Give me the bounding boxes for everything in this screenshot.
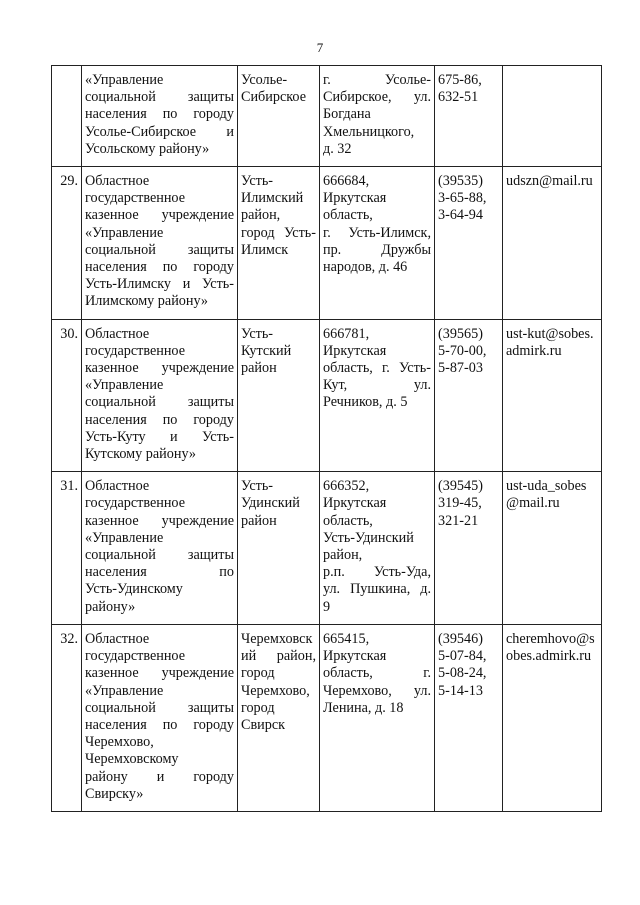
territory-line: Сибирское — [241, 89, 306, 106]
organization-name — [82, 66, 238, 167]
table-row — [52, 472, 602, 625]
postal-address-line: 666684, — [323, 173, 370, 190]
phone-numbers-line: (39545) — [438, 478, 483, 495]
organization-name-line: социальной защиты — [85, 89, 234, 106]
email-address[interactable]: ust-kut@sobes.admirk.ru — [503, 319, 602, 472]
phone-numbers-line: 319-45, — [438, 495, 482, 512]
phone-numbers-line: (39535) — [438, 173, 483, 190]
organization-name-line: казенное учреждение — [85, 207, 234, 224]
territory-line: Усолье- — [241, 72, 288, 88]
organization-name-line: социальной защиты — [85, 394, 234, 411]
territory-line: Черемхово, — [241, 682, 310, 699]
organization-name-line: Усть-Илимску и Усть- — [85, 276, 234, 293]
organization-name-line: государственное — [85, 495, 185, 512]
row-number: 32. — [52, 624, 82, 811]
postal-address-line: Речников, д. 5 — [323, 394, 408, 411]
postal-address — [320, 624, 435, 811]
territory — [238, 624, 320, 811]
phone-numbers-line: 675-86, — [438, 72, 482, 88]
phone-numbers-line: 321-21 — [438, 512, 479, 529]
organization-name-line: социальной защиты — [85, 547, 234, 564]
postal-address-line: р.п. Усть-Уда, — [323, 564, 431, 581]
organization-name-line: населения по городу — [85, 106, 234, 123]
postal-address — [320, 167, 435, 320]
organization-name-line: населения по — [85, 564, 234, 581]
organization-name-line: району» — [85, 598, 136, 615]
table-row — [52, 66, 602, 167]
territory-line: Свирск — [241, 716, 286, 733]
organization-name — [82, 472, 238, 625]
territory — [238, 319, 320, 472]
postal-address-line: Иркутская — [323, 648, 387, 665]
territory-line: Усть- — [241, 173, 274, 190]
organization-name-line: Областное — [85, 630, 150, 647]
agencies-table — [51, 65, 602, 812]
phone-numbers-line: 632-51 — [438, 89, 479, 106]
email-address[interactable]: cheremhovo@sobes.admirk.ru — [503, 624, 602, 811]
table-row — [52, 624, 602, 811]
organization-name — [82, 624, 238, 811]
postal-address-line: Усть-Удинский — [323, 529, 414, 546]
phone-numbers — [435, 167, 503, 320]
postal-address-line: д. 32 — [323, 140, 352, 157]
postal-address-line: Хмельницкого, — [323, 123, 415, 140]
postal-address-line: Богдана — [323, 106, 371, 123]
table-body — [52, 66, 602, 812]
territory-line: Илимск — [241, 241, 289, 258]
row-number — [52, 66, 82, 167]
organization-name-line: казенное учреждение — [85, 512, 234, 529]
postal-address-line: пр. Дружбы — [323, 241, 431, 258]
postal-address-line: Черемхово, ул. — [323, 682, 431, 699]
postal-address-line: 666781, — [323, 325, 370, 342]
organization-name-line: государственное — [85, 648, 185, 665]
organization-name-line: Областное — [85, 325, 150, 342]
territory-line: город — [241, 699, 275, 716]
postal-address-line: Иркутская — [323, 495, 387, 512]
territory-line: город Усть- — [241, 224, 316, 241]
territory-line: Кутский — [241, 342, 292, 359]
organization-name-line: Свирску» — [85, 785, 144, 802]
organization-name-line: населения по городу — [85, 716, 234, 733]
organization-name — [82, 167, 238, 320]
postal-address-line: Сибирское, ул. — [323, 89, 431, 106]
row-number: 30. — [52, 319, 82, 472]
phone-numbers-line: 5-08-24, — [438, 665, 487, 682]
postal-address-line: г. Усть-Илимск, — [323, 224, 431, 241]
postal-address-line: Кут, ул. — [323, 377, 431, 394]
phone-numbers — [435, 472, 503, 625]
phone-numbers — [435, 66, 503, 167]
territory — [238, 167, 320, 320]
phone-numbers-line: 5-70-00, — [438, 342, 487, 359]
organization-name-line: Областное — [85, 478, 150, 495]
organization-name-line: Усть-Удинскому — [85, 581, 183, 598]
organization-name-line: «Управление — [85, 72, 164, 88]
organization-name-line: Усольскому району» — [85, 140, 210, 157]
table-row — [52, 167, 602, 320]
phone-numbers-line: (39565) — [438, 325, 483, 342]
postal-address — [320, 319, 435, 472]
phone-numbers-line: 3-64-94 — [438, 207, 483, 224]
postal-address-line: ул. Пушкина, д. — [323, 581, 431, 598]
organization-name-line: Усть-Куту и Усть- — [85, 428, 234, 445]
phone-numbers — [435, 319, 503, 472]
organization-name-line: району и городу — [85, 768, 234, 785]
postal-address-line: г. Усолье- — [323, 72, 431, 88]
postal-address-line: район, — [323, 547, 363, 564]
organization-name-line: социальной защиты — [85, 241, 234, 258]
organization-name-line: Областное — [85, 173, 150, 190]
phone-numbers-line: 5-14-13 — [438, 682, 483, 699]
table-row — [52, 319, 602, 472]
territory — [238, 66, 320, 167]
organization-name-line: «Управление — [85, 682, 164, 699]
phone-numbers-line: 3-65-88, — [438, 190, 487, 207]
territory-line: ий район, — [241, 648, 316, 665]
postal-address-line: область, г. Усть- — [323, 360, 431, 377]
row-number: 31. — [52, 472, 82, 625]
territory-line: Черемховск — [241, 630, 313, 647]
postal-address-line: область, — [323, 207, 373, 224]
organization-name — [82, 319, 238, 472]
territory-line: Усть- — [241, 325, 274, 342]
postal-address-line: 665415, — [323, 630, 370, 647]
postal-address-line: область, — [323, 512, 373, 529]
postal-address — [320, 472, 435, 625]
territory-line: Удинский — [241, 495, 300, 512]
phone-numbers-line: (39546) — [438, 630, 483, 647]
organization-name-line: «Управление — [85, 224, 164, 241]
postal-address-line: 666352, — [323, 478, 370, 495]
phone-numbers-line: 5-07-84, — [438, 648, 487, 665]
territory — [238, 472, 320, 625]
postal-address-line: Иркутская — [323, 190, 387, 207]
organization-name-line: населения по городу — [85, 259, 234, 276]
organization-name-line: «Управление — [85, 377, 164, 394]
organization-name-line: населения по городу — [85, 411, 234, 428]
territory-line: район — [241, 512, 277, 529]
organization-name-line: государственное — [85, 190, 185, 207]
organization-name-line: социальной защиты — [85, 699, 234, 716]
organization-name-line: Черемховскому — [85, 751, 179, 768]
organization-name-line: Черемхово, — [85, 734, 154, 751]
email-address[interactable] — [503, 66, 602, 167]
row-number: 29. — [52, 167, 82, 320]
territory-line: район, — [241, 207, 281, 224]
email-address[interactable]: udszn@mail.ru — [503, 167, 602, 320]
organization-name-line: Кутскому району» — [85, 446, 196, 463]
territory-line: Усть- — [241, 478, 274, 495]
organization-name-line: казенное учреждение — [85, 360, 234, 377]
phone-numbers-line: 5-87-03 — [438, 360, 483, 377]
page-number: 7 — [316, 40, 324, 55]
postal-address — [320, 66, 435, 167]
postal-address-line: Ленина, д. 18 — [323, 699, 404, 716]
organization-name-line: «Управление — [85, 529, 164, 546]
territory-line: город — [241, 665, 275, 682]
territory-line: Илимский — [241, 190, 304, 207]
email-address[interactable]: ust-uda_sobes@mail.ru — [503, 472, 602, 625]
phone-numbers — [435, 624, 503, 811]
territory-line: район — [241, 360, 277, 377]
organization-name-line: Илимскому району» — [85, 293, 209, 310]
postal-address-line: Иркутская — [323, 342, 387, 359]
postal-address-line: область, г. — [323, 665, 431, 682]
organization-name-line: казенное учреждение — [85, 665, 234, 682]
organization-name-line: государственное — [85, 342, 185, 359]
postal-address-line: народов, д. 46 — [323, 259, 408, 276]
postal-address-line: 9 — [323, 598, 331, 615]
organization-name-line: Усолье-Сибирское и — [85, 123, 234, 140]
